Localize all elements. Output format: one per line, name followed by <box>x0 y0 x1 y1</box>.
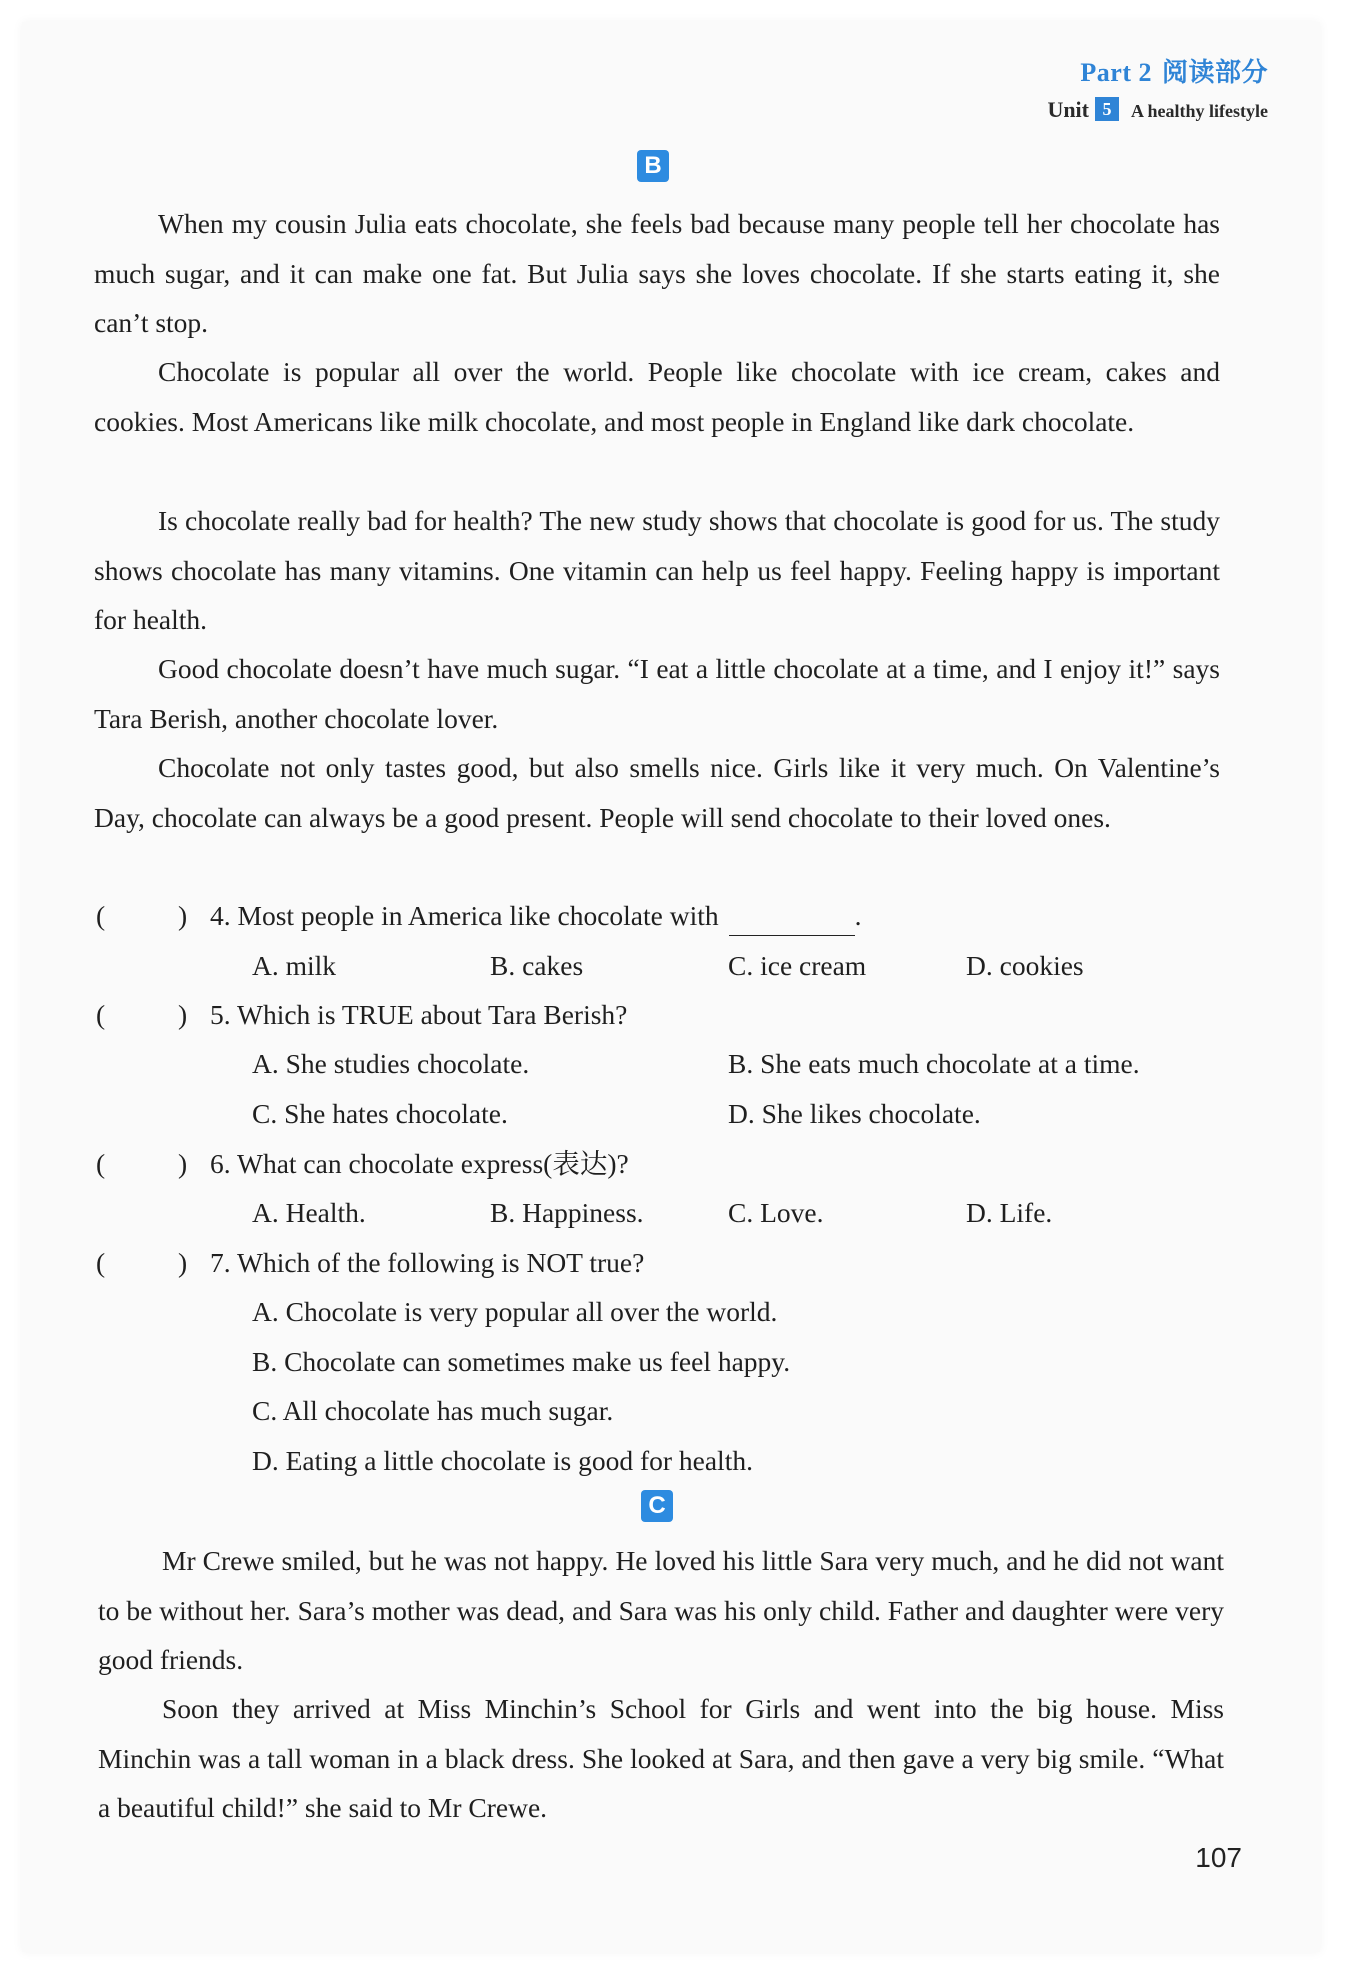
q4-option-d: D. cookies <box>966 950 1084 981</box>
q5-option-b: B. She eats much chocolate at a time. <box>728 1048 1140 1079</box>
part-label-cn: 阅读部分 <box>1161 58 1268 88</box>
section-b-paragraph-1: When my cousin Julia eats chocolate, she feels bad because many people tell her chocolate has much sugar, and it can make one fat. But Julia says she loves chocolate. If she starts eating it, she can’t stop. <box>94 208 1220 338</box>
unit-number-badge: 5 <box>1095 97 1119 121</box>
unit-subtitle: A healthy lifestyle <box>1131 101 1268 121</box>
question-text: 6. What can chocolate express(表达)? <box>210 1148 629 1179</box>
unit-label: Unit <box>1047 97 1089 122</box>
answer-paren-close: ) <box>178 1247 188 1278</box>
q7-option-c: C. All chocolate has much sugar. <box>252 1395 614 1426</box>
section-b-paragraph-4: Good chocolate doesn’t have much sugar. “I eat a little chocolate at a time, and I enjoy it!” says Tara Berish, another chocolate lover. <box>94 653 1220 734</box>
q6-option-d: D. Life. <box>966 1197 1053 1228</box>
q6-option-a: A. Health. <box>252 1197 366 1228</box>
answer-paren-close: ) <box>178 1148 188 1179</box>
answer-paren-close: ) <box>178 900 188 931</box>
answer-paren-close: ) <box>178 999 188 1030</box>
q5-option-a: A. She studies chocolate. <box>252 1048 530 1079</box>
q4-option-c: C. ice cream <box>728 950 867 981</box>
section-c-paragraph-2: Soon they arrived at Miss Minchin’s School for Girls and went into the big house. Miss Minchin was a tall woman in a black dress. She looked at Sara, and then gave a very big smile. “What a beautiful child!” she said to Mr Crewe. <box>98 1693 1224 1823</box>
q7-option-d: D. Eating a little chocolate is good for health. <box>252 1445 753 1476</box>
answer-paren-open: ( <box>96 1148 106 1179</box>
unit-title <box>1047 97 1268 123</box>
q5-option-c: C. She hates chocolate. <box>252 1098 508 1129</box>
q6-option-c: C. Love. <box>728 1197 824 1228</box>
section-b-paragraph-5: Chocolate not only tastes good, but also smells nice. Girls like it very much. On Valentine’s Day, chocolate can always be a good present. People will send chocolate to their loved ones. <box>94 752 1220 833</box>
q7-option-b: B. Chocolate can sometimes make us feel happy. <box>252 1346 791 1377</box>
section-b-paragraph-3: Is chocolate really bad for health? The new study shows that chocolate is good for us. The study shows chocolate has many vitamins. One vitamin can help us feel happy. Feeling happy is important for health. <box>94 505 1220 635</box>
q7-option-a: A. Chocolate is very popular all over the world. <box>252 1296 778 1327</box>
section-b-badge: B <box>637 150 669 182</box>
q6-option-b: B. Happiness. <box>490 1197 644 1228</box>
question-text: 4. Most people in America like chocolate with . <box>210 896 862 936</box>
q4-option-a: A. milk <box>252 950 337 981</box>
q4-option-b: B. cakes <box>490 950 584 981</box>
section-c-paragraph-1: Mr Crewe smiled, but he was not happy. He loved his little Sara very much, and he did not want to be without her. Sara’s mother was dead, and Sara was his only child. Father and daughter were very good friends. <box>98 1545 1224 1675</box>
part-title <box>1047 52 1268 89</box>
page-number: 107 <box>1195 1842 1242 1873</box>
part-label: Part 2 <box>1080 58 1152 87</box>
answer-paren-open: ( <box>96 900 106 931</box>
question-text: 5. Which is TRUE about Tara Berish? <box>210 999 628 1030</box>
answer-paren-open: ( <box>96 1247 106 1278</box>
q5-option-d: D. She likes chocolate. <box>728 1098 981 1129</box>
answer-paren-open: ( <box>96 999 106 1030</box>
section-b-paragraph-2: Chocolate is popular all over the world. People like chocolate with ice cream, cakes and cookies. Most Americans like milk chocolate, and most people in England like dark chocolate. <box>94 356 1220 437</box>
section-c-badge: C <box>641 1490 673 1522</box>
question-text: 7. Which of the following is NOT true? <box>210 1247 645 1278</box>
page-header <box>1047 52 1268 123</box>
answer-blank <box>729 909 855 936</box>
